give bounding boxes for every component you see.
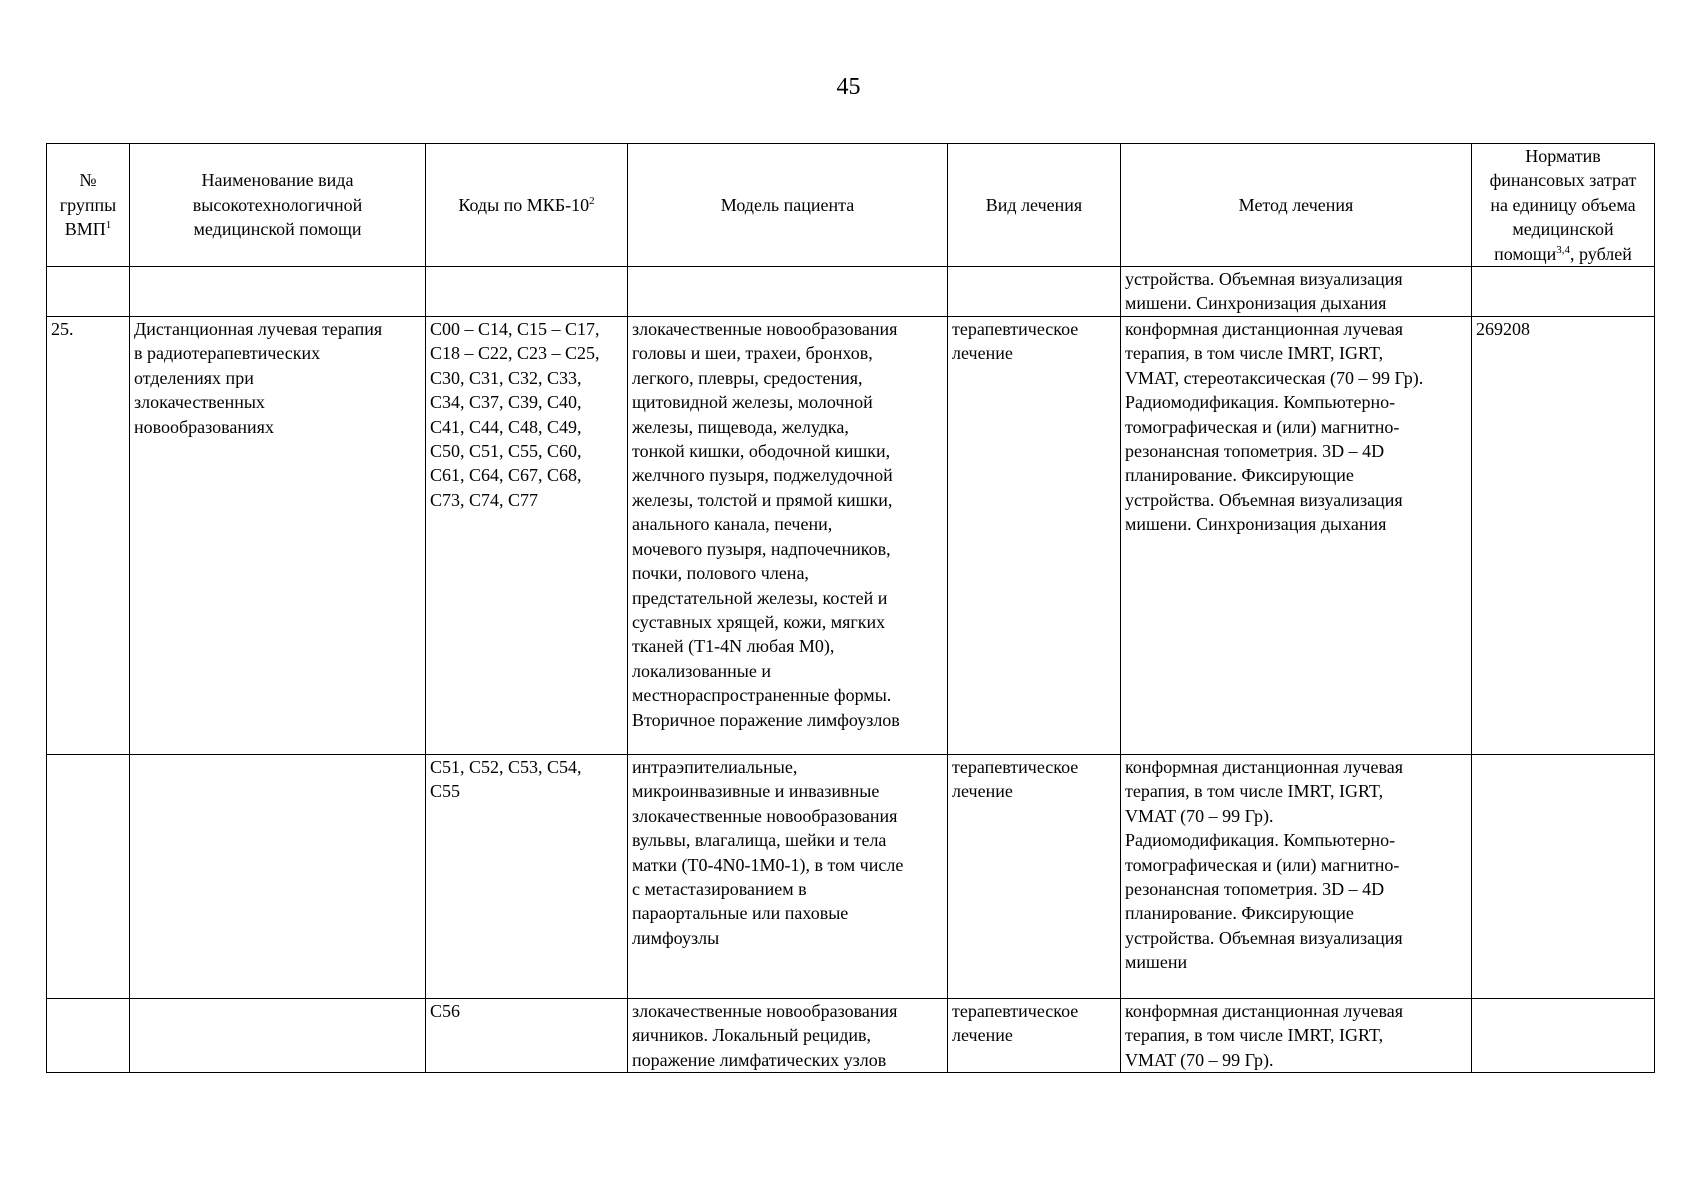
cell-norm bbox=[1472, 267, 1655, 317]
page-number: 45 bbox=[836, 74, 861, 100]
table-row bbox=[47, 755, 1655, 999]
cell-treatment-type bbox=[948, 267, 1121, 317]
cell-name bbox=[130, 999, 426, 1073]
cell-model: злокачественные новообразования головы и шеи, трахеи, бронхов, легкого, плевры, средостения, щитовидной железы, молочной железы, пищевода, желудка, тонкой кишки, ободочной кишки, желчного пузыря, поджелудочной железы, толстой и прямой кишки, анального канала, печени, мочевого пузыря, надпочечников, почки, полового члена, предстательной железы, костей и суставных хрящей, кожи, мягких тканей (T1-4N любая M0), локализованные и местнораспространенные формы. Вторичное поражение лимфоузлов bbox=[628, 317, 948, 755]
cell-method: конформная дистанционная лучевая терапия, в том числе IMRT, IGRT, VMAT, стереотаксическая (70 – 99 Гр). Радиомодификация. Компьютерно- томографическая и (или) магнитно- резонансная топометрия. 3D – 4D планирование. Фиксирующие устройства. Объемная визуализация мишени. Синхронизация дыхания bbox=[1121, 317, 1472, 755]
cell-model bbox=[628, 267, 948, 317]
header-method: Метод лечения bbox=[1121, 144, 1472, 267]
cell-treatment-type: терапевтическое лечение bbox=[948, 999, 1121, 1073]
cell-group-no bbox=[47, 999, 130, 1073]
cell-name bbox=[130, 755, 426, 999]
cell-codes: C51, C52, C53, C54, C55 bbox=[426, 755, 628, 999]
cell-name: Дистанционная лучевая терапия в радиотерапевтических отделениях при злокачественных новообразованиях bbox=[130, 317, 426, 755]
vmp-table bbox=[46, 143, 1655, 1073]
header-treatment-type: Вид лечения bbox=[948, 144, 1121, 267]
cell-method: конформная дистанционная лучевая терапия, в том числе IMRT, IGRT, VMAT (70 – 99 Гр). Радиомодификация. Компьютерно- томографическая и (или) магнитно- резонансная топометрия. 3D – 4D планирование. Фиксирующие устройства. Объемная визуализация мишени bbox=[1121, 755, 1472, 999]
table-row bbox=[47, 999, 1655, 1073]
table-row bbox=[47, 317, 1655, 755]
cell-group-no: 25. bbox=[47, 317, 130, 755]
cell-treatment-type: терапевтическое лечение bbox=[948, 755, 1121, 999]
cell-norm bbox=[1472, 755, 1655, 999]
cell-name bbox=[130, 267, 426, 317]
header-norm: Норматив финансовых затрат на единицу объема медицинской помощи$^{3,4}$, рублей bbox=[1472, 144, 1655, 267]
cell-model: злокачественные новообразования яичников. Локальный рецидив, поражение лимфатических узлов bbox=[628, 999, 948, 1073]
header-group-no: № группы ВМП$^1$ bbox=[47, 144, 130, 267]
cell-treatment-type: терапевтическое лечение bbox=[948, 317, 1121, 755]
cell-codes bbox=[426, 267, 628, 317]
header-codes: Коды по МКБ-$10^2$ bbox=[426, 144, 628, 267]
table-row bbox=[47, 267, 1655, 317]
cell-group-no bbox=[47, 267, 130, 317]
cell-codes: C00 – C14, C15 – C17, C18 – C22, C23 – C25, C30, C31, C32, C33, C34, C37, C39, C40, C41, C44, C48, C49, C50, C51, C55, C60, C61, C64, C67, C68, C73, C74, C77 bbox=[426, 317, 628, 755]
cell-norm bbox=[1472, 999, 1655, 1073]
cell-method: конформная дистанционная лучевая терапия, в том числе IMRT, IGRT, VMAT (70 – 99 Гр). bbox=[1121, 999, 1472, 1073]
cell-group-no bbox=[47, 755, 130, 999]
cell-method: устройства. Объемная визуализация мишени. Синхронизация дыхания bbox=[1121, 267, 1472, 317]
cell-model: интраэпителиальные, микроинвазивные и инвазивные злокачественные новообразования вульвы, влагалища, шейки и тела матки (T0-4N0-1M0-1), в том числе с метастазированием в параортальные или паховые лимфоузлы bbox=[628, 755, 948, 999]
cell-codes: C56 bbox=[426, 999, 628, 1073]
table-header-row bbox=[47, 144, 1655, 267]
header-model: Модель пациента bbox=[628, 144, 948, 267]
cell-norm: 269208 bbox=[1472, 317, 1655, 755]
header-name: Наименование вида высокотехнологичной медицинской помощи bbox=[130, 144, 426, 267]
